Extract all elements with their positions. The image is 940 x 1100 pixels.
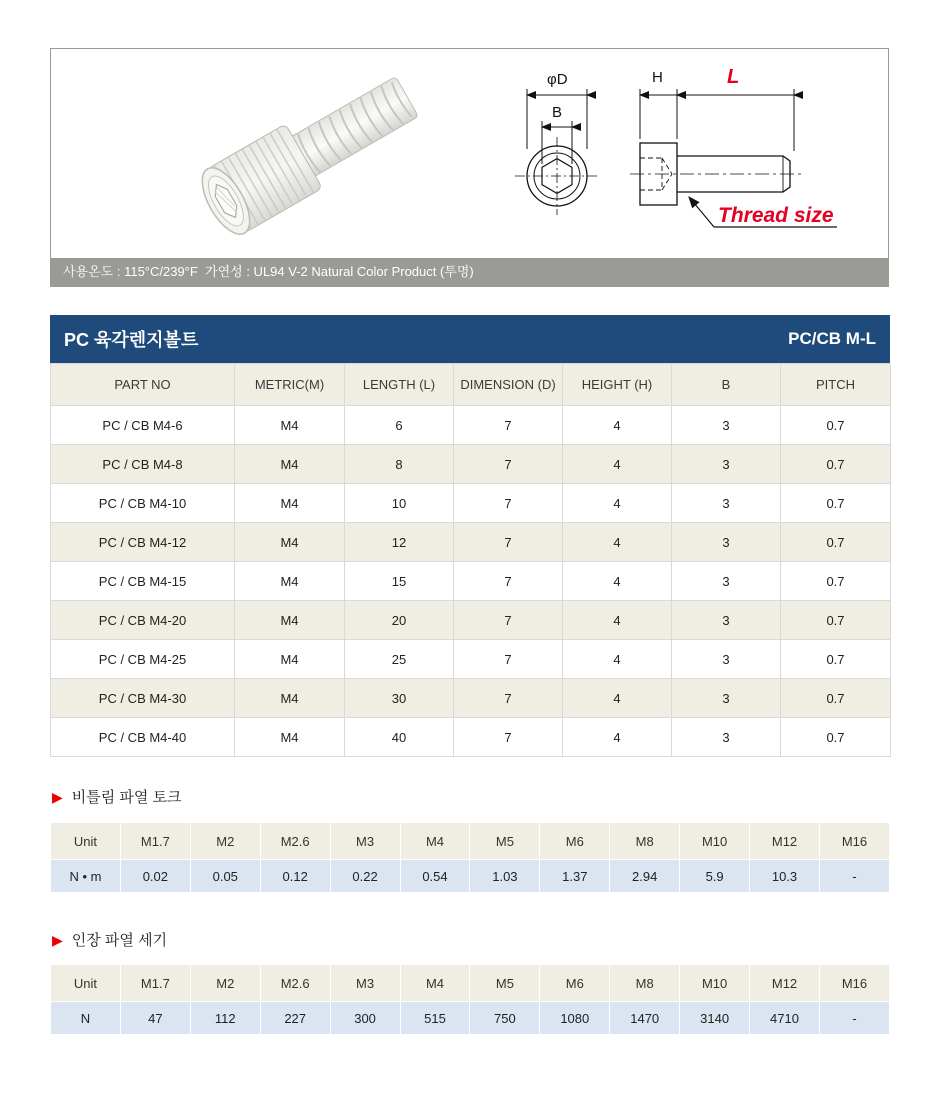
cell: 0.12 [260,860,330,893]
cell: 30 [345,679,454,718]
cell: 0.7 [781,406,891,445]
cell: 1470 [610,1002,680,1035]
cell: 4 [563,640,672,679]
col-header: DIMENSION (D) [454,364,563,406]
col-header: M6 [540,965,610,1002]
col-header: M2 [190,823,260,860]
cell: 0.05 [190,860,260,893]
cell: M4 [235,640,345,679]
cell: - [819,860,889,893]
cell: 0.7 [781,523,891,562]
thread-size-label: Thread size [718,204,834,227]
cell: 7 [454,679,563,718]
cell: 0.7 [781,484,891,523]
col-header: M5 [470,965,540,1002]
cell: M4 [235,484,345,523]
cell: 750 [470,1002,540,1035]
cell: 0.7 [781,718,891,757]
table-row [51,601,891,640]
col-header: Unit [51,823,121,860]
torque-value-row [51,860,890,893]
product-title: PC 육각렌지볼트 [64,330,199,350]
tensile-section-heading [52,929,167,950]
dimension-diagram [482,51,882,257]
cell: 515 [400,1002,470,1035]
table-row [51,406,891,445]
col-header: PART NO [51,364,235,406]
col-header: M1.7 [120,965,190,1002]
cell: 3 [672,445,781,484]
dim-label-l: L [727,66,740,88]
cell: M4 [235,523,345,562]
cell: M4 [235,562,345,601]
tensile-header-row [51,965,890,1002]
cell: 10.3 [750,860,820,893]
cell: 0.7 [781,445,891,484]
table-row [51,562,891,601]
cell: 7 [454,562,563,601]
cell: 5.9 [680,860,750,893]
cell: 7 [454,718,563,757]
cell: N • m [51,860,121,893]
cell: 6 [345,406,454,445]
table-row [51,679,891,718]
cell: 0.7 [781,601,891,640]
dim-label-b: B [552,104,563,121]
cell: 3 [672,562,781,601]
cell: 0.02 [120,860,190,893]
product-title-bar [50,315,890,363]
cell: 7 [454,640,563,679]
cell: 227 [260,1002,330,1035]
col-header: M16 [819,965,889,1002]
cell: 1.03 [470,860,540,893]
cell: 7 [454,445,563,484]
cell: 0.7 [781,679,891,718]
cell: M4 [235,445,345,484]
spec-header-row [51,364,891,406]
red-triangle-icon: ▶ [52,931,63,948]
cell: PC / CB M4-20 [51,601,235,640]
table-row [51,640,891,679]
cell: M4 [235,601,345,640]
table-row [51,523,891,562]
cell: - [819,1002,889,1035]
product-overview-box [50,48,889,287]
col-header: M5 [470,823,540,860]
cell: 4 [563,562,672,601]
cell: 25 [345,640,454,679]
dim-label-h: H [652,69,663,86]
cell: 0.7 [781,640,891,679]
cell: 15 [345,562,454,601]
cell: 4 [563,445,672,484]
tensile-heading-text: 인장 파열 세기 [71,932,168,949]
table-row [51,445,891,484]
cell: 3 [672,640,781,679]
col-header: PITCH [781,364,891,406]
cell: 300 [330,1002,400,1035]
product-photo-bolt [121,57,451,257]
col-header: M8 [610,823,680,860]
red-triangle-icon: ▶ [52,788,63,805]
cell: PC / CB M4-25 [51,640,235,679]
usage-caption-bar: 사용온도 : 115°C/239°F 가연성 : UL94 V-2 Natural Color Product (투명) [51,258,888,286]
cell: 4710 [750,1002,820,1035]
cell: 4 [563,679,672,718]
col-header: B [672,364,781,406]
cell: 4 [563,718,672,757]
cell: 1080 [540,1002,610,1035]
cell: PC / CB M4-10 [51,484,235,523]
col-header: M2 [190,965,260,1002]
col-header: M1.7 [120,823,190,860]
col-header: M8 [610,965,680,1002]
table-row [51,718,891,757]
cell: PC / CB M4-6 [51,406,235,445]
cell: 3140 [680,1002,750,1035]
cell: 2.94 [610,860,680,893]
col-header: M6 [540,823,610,860]
col-header: HEIGHT (H) [563,364,672,406]
cell: 7 [454,406,563,445]
cell: 3 [672,679,781,718]
cell: 47 [120,1002,190,1035]
col-header: M16 [819,823,889,860]
table-row [51,484,891,523]
tensile-table [50,964,890,1035]
cell: 4 [563,523,672,562]
col-header: M4 [400,823,470,860]
torque-section-heading [52,786,182,807]
cell: 0.54 [400,860,470,893]
col-header: M2.6 [260,823,330,860]
cell: 3 [672,406,781,445]
cell: 0.22 [330,860,400,893]
col-header: M10 [680,823,750,860]
product-code: PC/CB M-L [788,329,876,348]
cell: M4 [235,679,345,718]
col-header: M10 [680,965,750,1002]
cell: PC / CB M4-8 [51,445,235,484]
torque-heading-text: 비틀림 파열 토크 [71,789,182,806]
torque-header-row [51,823,890,860]
cell: 3 [672,484,781,523]
col-header: M3 [330,965,400,1002]
col-header: Unit [51,965,121,1002]
col-header: M12 [750,823,820,860]
col-header: METRIC(M) [235,364,345,406]
cell: PC / CB M4-12 [51,523,235,562]
col-header: LENGTH (L) [345,364,454,406]
product-photo-area [51,49,888,259]
cell: 10 [345,484,454,523]
cell: 40 [345,718,454,757]
cell: N [51,1002,121,1035]
cell: 12 [345,523,454,562]
dim-label-diameter: φD [547,71,568,88]
cell: 3 [672,718,781,757]
cell: 4 [563,601,672,640]
cell: 7 [454,601,563,640]
cell: M4 [235,718,345,757]
cell: PC / CB M4-30 [51,679,235,718]
cell: 4 [563,406,672,445]
spec-table [50,363,891,757]
cell: PC / CB M4-40 [51,718,235,757]
cell: 8 [345,445,454,484]
cell: 1.37 [540,860,610,893]
cell: 20 [345,601,454,640]
tensile-value-row [51,1002,890,1035]
cell: 4 [563,484,672,523]
cell: PC / CB M4-15 [51,562,235,601]
col-header: M3 [330,823,400,860]
cell: 3 [672,523,781,562]
cell: M4 [235,406,345,445]
col-header: M4 [400,965,470,1002]
cell: 3 [672,601,781,640]
cell: 0.7 [781,562,891,601]
torque-table [50,822,890,893]
col-header: M12 [750,965,820,1002]
cell: 7 [454,484,563,523]
cell: 7 [454,523,563,562]
col-header: M2.6 [260,965,330,1002]
cell: 112 [190,1002,260,1035]
